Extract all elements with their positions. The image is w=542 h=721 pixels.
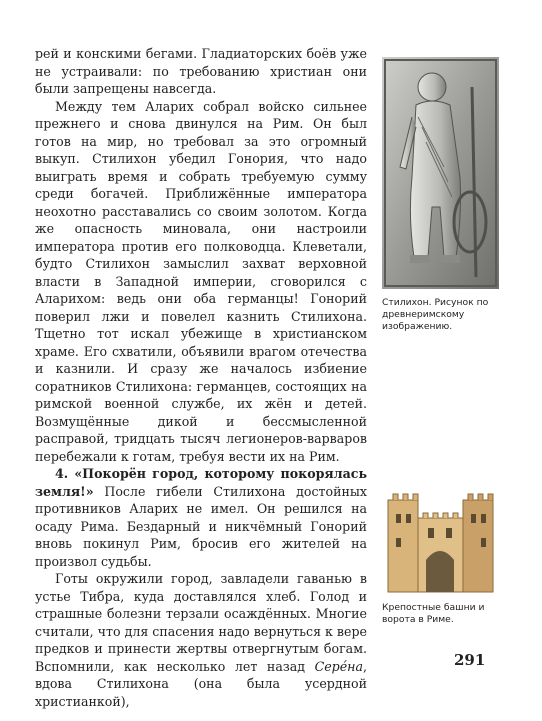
- paragraph-3-text: После гибели Стилихона достойных противников Аларих не имел. Он решился на осаду Рима. Бездарный и никчёмный Гонорий вновь покинул Рим, бросив его жителей на произвол судьбы.: [35, 483, 367, 569]
- paragraph-1: рей и конскими бегами. Гладиаторских боёв уже не устраивали: по требованию христиан они были запрещены навсегда.: [35, 46, 367, 96]
- italic-name: Серéна: [314, 658, 363, 674]
- paragraph-4: [35, 570, 367, 710]
- paragraph-2: Между тем Аларих собрал войско сильнее прежнего и снова двинулся на Рим. Он был готов на мир, но требовал за это огромный выкуп. Стилихон убедил Гонория, что надо выиграть время и собрать требуемую сумму среди богачей. Приближённые императора неохотно расставались со своим золотом. Когда же опасность миновала, они настроили императора против его полководца. Клеветали, будто Стилихон замыслил захват верховной власти в Западной империи, сговорился с Аларихом: ведь они оба германцы! Гонорий поверил лжи и повелел казнить Стилихона. Тщетно тот искал убежище в христианском храме. Его схватили, объявили врагом отечества и казнили. И сразу же началось избиение соратников Стилихона: германцев, состоящих на римской военной службе, их жён и детей. Возмущённые дикой и бессмысленной расправой, тридцать тысяч легионеров-варваров перебежали к готам, требуя вести их на Рим.: [35, 98, 367, 464]
- figure-stilicho: [382, 57, 500, 333]
- main-text: [35, 45, 367, 710]
- stilicho-relief-image: [382, 57, 499, 289]
- city-gate-image: [382, 490, 499, 594]
- section-heading: 4. «Покорён город, которому покорялась земля!»: [35, 466, 367, 499]
- paragraph-4-text-end: , вдова Стилихона (она была усердной христианкой),: [35, 658, 367, 709]
- paragraph-3: [35, 465, 367, 570]
- page-number: 291: [454, 651, 486, 669]
- paragraph-4-text: Готы окружили город, завладели гаванью в устье Тибра, куда доставлялся хлеб. Голод и страшные болезни терзали осаждённых. Многие считали, что для спасения надо вернуться к вере предков и принести жертвы отвергнутым богам. Вспомнили, как несколько лет назад: [35, 571, 367, 674]
- figure-caption-gate: Крепостные башни и ворота в Риме.: [382, 602, 485, 625]
- figure-gate: [382, 490, 500, 626]
- figure-caption-stilicho: Стилихон. Рисунок по древнеримскому изображению.: [382, 297, 489, 332]
